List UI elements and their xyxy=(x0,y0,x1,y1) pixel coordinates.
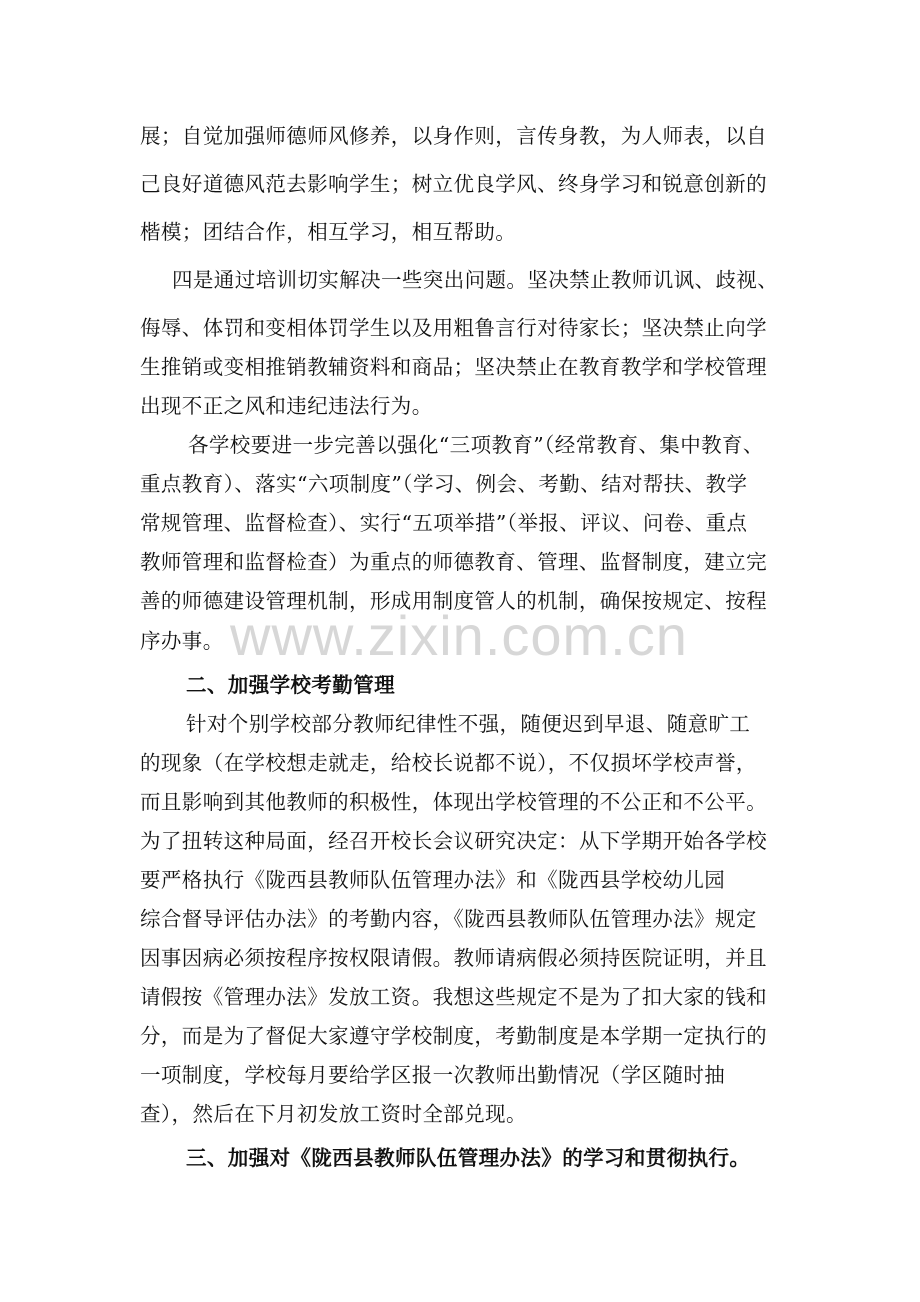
paragraph-line: 请假按《管理办法》发放工资。我想这些规定不是为了扣大家的钱和 xyxy=(140,985,767,1009)
paragraph-line: 己良好道德风范去影响学生；树立优良学风、终身学习和锐意创新的 xyxy=(140,172,767,196)
paragraph-line: 而且影响到其他教师的积极性，体现出学校管理的不公正和不公平。 xyxy=(140,790,767,814)
section-heading: 二、加强学校考勤管理 xyxy=(186,673,395,697)
paragraph-line: 生推销或变相推销教辅资料和商品；坚决禁止在教育教学和学校管理 xyxy=(140,355,767,379)
paragraph-line: 序办事。 xyxy=(140,629,224,653)
paragraph-line: 展；自觉加强师德师风修养，以身作则，言传身教，为人师表，以自 xyxy=(140,124,767,148)
paragraph-line: 教师管理和监督检查）为重点的师德教育、管理、监督制度，建立完 xyxy=(140,550,767,574)
paragraph-line: 综合督导评估办法》的考勤内容，《陇西县教师队伍管理办法》规定 xyxy=(140,907,757,931)
paragraph-line: 四是通过培训切实解决一些突出问题。坚决禁止教师讥讽、歧视、 xyxy=(172,268,779,292)
paragraph-line: 重点教育）、落实“六项制度”（学习、例会、考勤、结对帮扶、教学 xyxy=(140,472,748,496)
paragraph-line: 楷模；团结合作，相互学习，相互帮助。 xyxy=(140,220,517,244)
paragraph-line: 各学校要进一步完善以强化“三项教育”（经常教育、集中教育、 xyxy=(188,433,764,457)
paragraph-line: 善的师德建设管理机制，形成用制度管人的机制，确保按规定、按程 xyxy=(140,589,767,613)
section-heading: 三、加强对《陇西县教师队伍管理办法》的学习和贯彻执行。 xyxy=(186,1146,751,1170)
paragraph-line: 常规管理、监督检查）、实行“五项举措”（举报、评议、问卷、重点 xyxy=(140,511,748,535)
paragraph-line: 要严格执行《陇西县教师队伍管理办法》和《陇西县学校幼儿园 xyxy=(140,868,726,892)
paragraph-line: 侮辱、体罚和变相体罚学生以及用粗鲁言行对待家长；坚决禁止向学 xyxy=(140,316,767,340)
paragraph-line: 一项制度，学校每月要给学区报一次教师出勤情况（学区随时抽 xyxy=(140,1063,726,1087)
paragraph-line: 针对个别学校部分教师纪律性不强，随便迟到早退、随意旷工 xyxy=(186,712,751,736)
paragraph-line: 分，而是为了督促大家遵守学校制度，考勤制度是本学期一定执行的 xyxy=(140,1024,767,1048)
paragraph-line: 出现不正之风和违纪违法行为。 xyxy=(140,394,433,418)
paragraph-line: 因事因病必须按程序按权限请假。教师请病假必须持医院证明，并且 xyxy=(140,946,767,970)
paragraph-line: 为了扭转这种局面，经召开校长会议研究决定：从下学期开始各学校 xyxy=(140,829,767,853)
watermark: www.zixin.com.cn xyxy=(230,604,688,667)
paragraph-line: 查），然后在下月初发放工资时全部兑现。 xyxy=(140,1102,527,1126)
paragraph-line: 的现象（在学校想走就走，给校长说都不说），不仅损坏学校声誉， xyxy=(140,751,757,775)
